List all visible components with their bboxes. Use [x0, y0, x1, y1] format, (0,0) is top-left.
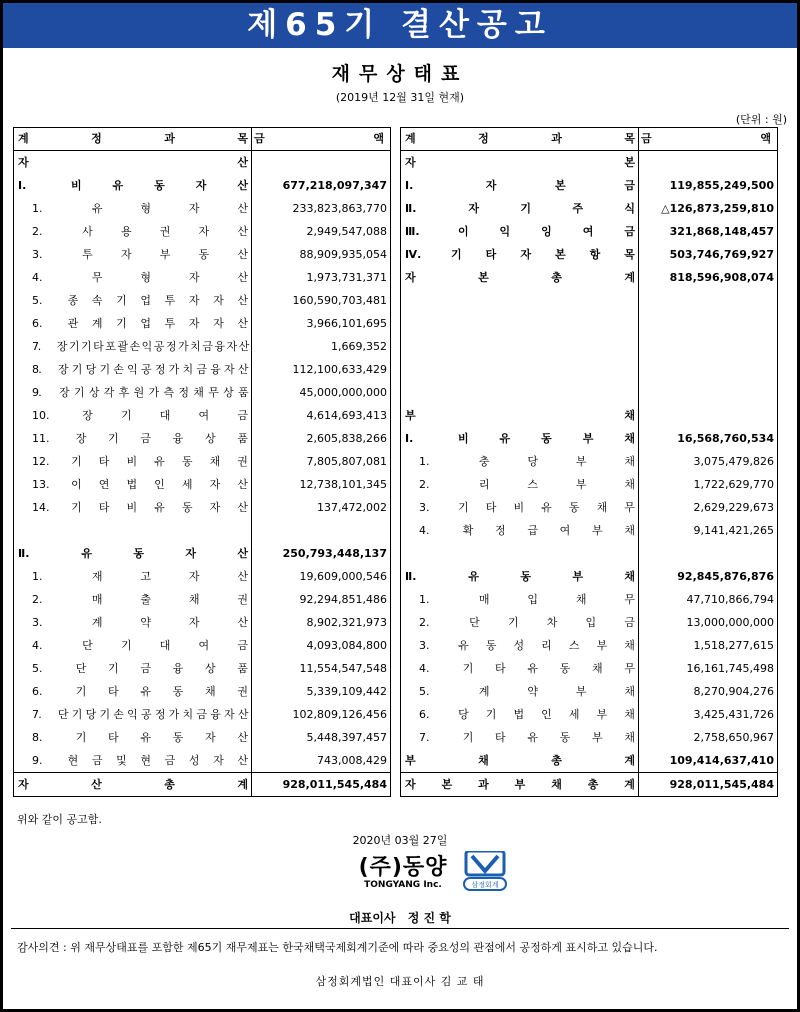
- table-header-row: [401, 128, 778, 151]
- row-amount: 160,590,703,481: [292, 293, 387, 307]
- asset-row: [14, 427, 391, 450]
- section-liabilities: [401, 404, 778, 427]
- row-label: 2. 리 스 부 채: [419, 477, 635, 491]
- row-amount: 16,568,760,534: [677, 431, 774, 445]
- asset-row: [14, 243, 391, 266]
- company-name: (주)동양: [358, 855, 448, 880]
- row-label: 1. 충 당 부 채: [419, 454, 635, 468]
- row-label: 3. 투 자 부 동 산: [32, 247, 248, 261]
- liability-row: [401, 450, 778, 473]
- row-amount: 2,605,838,266: [306, 431, 387, 445]
- equity-row: [401, 174, 778, 197]
- spacer-row: [401, 358, 778, 381]
- auditor-signature: 삼정회계법인 대표이사 김 교 태: [315, 975, 485, 988]
- assets-table: [13, 127, 391, 797]
- auditor-seal-icon: [462, 851, 508, 891]
- seal-text: 삼정회계: [471, 881, 499, 889]
- asset-row: [14, 450, 391, 473]
- asset-row: [14, 634, 391, 657]
- equity-row: [401, 220, 778, 243]
- row-amount: 4,093,084,800: [306, 638, 387, 652]
- row-label: Ⅱ. 유 동 자 산: [18, 546, 248, 560]
- row-amount: 3,966,101,695: [306, 316, 387, 330]
- row-amount: 250,793,448,137: [282, 546, 387, 560]
- row-amount: 8,902,321,973: [306, 615, 387, 629]
- row-amount: 4,614,693,413: [306, 408, 387, 422]
- row-amount: 677,218,097,347: [282, 178, 387, 192]
- row-amount: 112,100,633,429: [292, 362, 387, 376]
- row-amount: 13,000,000,000: [686, 615, 774, 629]
- row-label: 4. 확 정 급 여 부 채: [419, 523, 635, 537]
- asset-row: [14, 335, 391, 358]
- row-label: 9. 장 기 상 각 후 원 가 측 정 채 무 상 품: [32, 385, 248, 399]
- liability-row: [401, 473, 778, 496]
- liability-row: [401, 680, 778, 703]
- row-label: 4. 단 기 대 여 금: [32, 638, 248, 652]
- row-label: 7. 장 기 기 타 포 괄 손 익 공 정 가 치 금 융 자 산: [32, 339, 248, 353]
- row-amount: △126,873,259,810: [661, 201, 774, 215]
- equity-liabilities-table: [400, 127, 778, 797]
- row-label: Ⅱ. 자 기 주 식: [405, 201, 635, 215]
- as-of-date: (2019년 12월 31일 현재): [335, 91, 465, 104]
- row-amount: 503,746,769,927: [669, 247, 774, 261]
- notice-date: 2020년 03월 27일: [352, 834, 448, 847]
- row-label: 3. 유 동 성 리 스 부 채: [419, 638, 635, 652]
- row-label: 12. 기 타 비 유 동 채 권: [32, 454, 248, 468]
- row-label: 5. 단 기 금 융 상 품: [32, 661, 248, 675]
- row-amount: 5,448,397,457: [306, 730, 387, 744]
- row-amount: 11,554,547,548: [299, 661, 387, 675]
- equity-total: [401, 266, 778, 289]
- row-amount: 12,738,101,345: [299, 477, 387, 491]
- asset-row: [14, 197, 391, 220]
- liability-row: [401, 634, 778, 657]
- row-label: 자 본 총 계: [405, 270, 635, 284]
- row-label: 부 채: [405, 408, 635, 422]
- row-amount: 16,161,745,498: [686, 661, 774, 675]
- row-label: Ⅰ. 비 유 동 자 산: [18, 178, 248, 192]
- row-amount: 9,141,421,265: [693, 523, 774, 537]
- row-label: 7. 단 기 당 기 손 익 공 정 가 치 금 융 자 산: [32, 707, 248, 721]
- noncurrent-liabilities: [401, 427, 778, 450]
- row-label: 8. 기 타 유 동 자 산: [32, 730, 248, 744]
- row-amount: 1,722,629,770: [693, 477, 774, 491]
- rep-name: 정 진 학: [407, 911, 451, 925]
- row-label: 2. 매 출 채 권: [32, 592, 248, 606]
- spacer-row: [14, 519, 391, 542]
- row-label: 3. 계 약 자 산: [32, 615, 248, 629]
- row-label: 4. 무 형 자 산: [32, 270, 248, 284]
- liability-row: [401, 703, 778, 726]
- asset-row: [14, 680, 391, 703]
- unit-note: (단위 : 원): [735, 113, 787, 126]
- row-amount: 2,629,229,673: [693, 500, 774, 514]
- noncurrent-assets: [14, 174, 391, 197]
- company-logo: [355, 857, 451, 891]
- section-equity: [401, 151, 778, 175]
- row-amount: 92,294,851,486: [299, 592, 387, 606]
- banner-title: 제65기 결산공고: [3, 3, 797, 48]
- row-label: Ⅳ. 기 타 자 본 항 목: [405, 247, 635, 261]
- row-amount: 7,805,807,081: [306, 454, 387, 468]
- row-amount: 1,518,277,615: [693, 638, 774, 652]
- company-name-en: TONGYANG Inc.: [364, 880, 442, 890]
- row-amount: 92,845,876,876: [677, 569, 774, 583]
- asset-row: [14, 611, 391, 634]
- row-label: Ⅰ. 자 본 금: [405, 178, 635, 192]
- current-liabilities: [401, 565, 778, 588]
- row-label: 부 채 총 계: [405, 753, 635, 767]
- asset-total: [14, 773, 391, 797]
- row-amount: 137,472,002: [317, 500, 387, 514]
- row-label: 2. 사 용 권 자 산: [32, 224, 248, 238]
- row-label: 1. 매 입 채 무: [419, 592, 635, 606]
- row-label: 1. 유 형 자 산: [32, 201, 248, 215]
- divider: [11, 928, 789, 929]
- row-amount: 2,949,547,088: [306, 224, 387, 238]
- row-label: 11. 장 기 금 융 상 품: [32, 431, 248, 445]
- asset-row: [14, 289, 391, 312]
- spacer-row: [401, 542, 778, 565]
- row-label: 7. 기 타 유 동 부 채: [419, 730, 635, 744]
- equity-row: [401, 243, 778, 266]
- liability-row: [401, 588, 778, 611]
- row-label: 5. 계 약 부 채: [419, 684, 635, 698]
- row-amount: 321,868,148,457: [669, 224, 774, 238]
- row-amount: 233,823,863,770: [292, 201, 387, 215]
- row-label: 13. 이 연 법 인 세 자 산: [32, 477, 248, 491]
- asset-row: [14, 657, 391, 680]
- row-label: 10. 장 기 대 여 금: [32, 408, 248, 422]
- header-amount: 금 액: [254, 132, 384, 145]
- asset-row: [14, 473, 391, 496]
- row-amount: 88,909,935,054: [299, 247, 387, 261]
- row-label: 2. 단 기 차 입 금: [419, 615, 635, 629]
- asset-row: [14, 404, 391, 427]
- current-assets: [14, 542, 391, 565]
- liability-row: [401, 726, 778, 749]
- row-amount: 3,425,431,726: [693, 707, 774, 721]
- spacer-row: [401, 335, 778, 358]
- row-amount: 45,000,000,000: [299, 385, 387, 399]
- row-amount: 928,011,545,484: [669, 777, 774, 791]
- row-label: 1. 재 고 자 산: [32, 569, 248, 583]
- equity-row: [401, 197, 778, 220]
- row-label: 8. 장 기 당 기 손 익 공 정 가 치 금 융 자 산: [32, 362, 248, 376]
- asset-row: [14, 496, 391, 519]
- representative: [3, 909, 797, 926]
- row-amount: 818,596,908,074: [669, 270, 774, 284]
- spacer-row: [401, 312, 778, 335]
- asset-row: [14, 703, 391, 726]
- asset-row: [14, 312, 391, 335]
- table-header-row: [14, 128, 391, 151]
- spacer-row: [401, 381, 778, 404]
- row-label: 9. 현 금 및 현 금 성 자 산: [32, 753, 248, 767]
- row-label: 6. 당 기 법 인 세 부 채: [419, 707, 635, 721]
- section-asset: [14, 151, 391, 175]
- row-label: 자 산: [18, 155, 248, 169]
- row-amount: 3,075,479,826: [693, 454, 774, 468]
- liability-row: [401, 519, 778, 542]
- header-account: 계 정 과 목: [18, 132, 248, 145]
- asset-row: [14, 726, 391, 749]
- row-label: 6. 관 계 기 업 투 자 자 산: [32, 316, 248, 330]
- row-amount: 2,758,650,967: [693, 730, 774, 744]
- row-label: Ⅲ. 이 익 잉 여 금: [405, 224, 635, 238]
- audit-opinion: 감사의견 : 위 재무상태표를 포함한 제65기 재무제표는 한국채택국제회계기준에 따라 중요성의 관점에서 공정하게 표시하고 있습니다.: [17, 941, 658, 954]
- header-amount: 금 액: [641, 132, 771, 145]
- row-amount: 102,809,126,456: [292, 707, 387, 721]
- row-amount: 928,011,545,484: [282, 777, 387, 791]
- asset-row: [14, 358, 391, 381]
- announcement-note: 위와 같이 공고함.: [17, 813, 102, 826]
- row-amount: 1,669,352: [331, 339, 387, 353]
- row-label: 자 본: [405, 155, 635, 169]
- asset-row: [14, 565, 391, 588]
- grand-total: [401, 773, 778, 797]
- asset-row: [14, 749, 391, 773]
- row-amount: 109,414,637,410: [669, 753, 774, 767]
- row-label: 4. 기 타 유 동 채 무: [419, 661, 635, 675]
- rep-title: 대표이사: [349, 911, 396, 925]
- asset-row: [14, 588, 391, 611]
- row-amount: 47,710,866,794: [686, 592, 774, 606]
- row-label: 3. 기 타 비 유 동 채 무: [419, 500, 635, 514]
- liability-row: [401, 611, 778, 634]
- row-label: 6. 기 타 유 동 채 권: [32, 684, 248, 698]
- row-label: 자 산 총 계: [18, 777, 248, 791]
- row-label: 14. 기 타 비 유 동 자 산: [32, 500, 248, 514]
- liability-row: [401, 496, 778, 519]
- asset-row: [14, 266, 391, 289]
- asset-row: [14, 381, 391, 404]
- row-amount: 19,609,000,546: [299, 569, 387, 583]
- row-label: Ⅱ. 유 동 부 채: [405, 569, 635, 583]
- header-account: 계 정 과 목: [405, 132, 635, 145]
- asset-row: [14, 220, 391, 243]
- row-amount: 743,008,429: [317, 753, 387, 767]
- row-amount: 119,855,249,500: [669, 178, 774, 192]
- row-label: 자 본 과 부 채 총 계: [405, 777, 635, 791]
- liability-total: [401, 749, 778, 773]
- row-amount: 1,973,731,371: [306, 270, 387, 284]
- spacer-row: [401, 289, 778, 312]
- liability-row: [401, 657, 778, 680]
- row-label: 5. 종 속 기 업 투 자 자 산: [32, 293, 248, 307]
- row-amount: 8,270,904,276: [693, 684, 774, 698]
- statement-title: 재무상태표: [331, 63, 469, 85]
- row-amount: 5,339,109,442: [306, 684, 387, 698]
- row-label: Ⅰ. 비 유 동 부 채: [405, 431, 635, 445]
